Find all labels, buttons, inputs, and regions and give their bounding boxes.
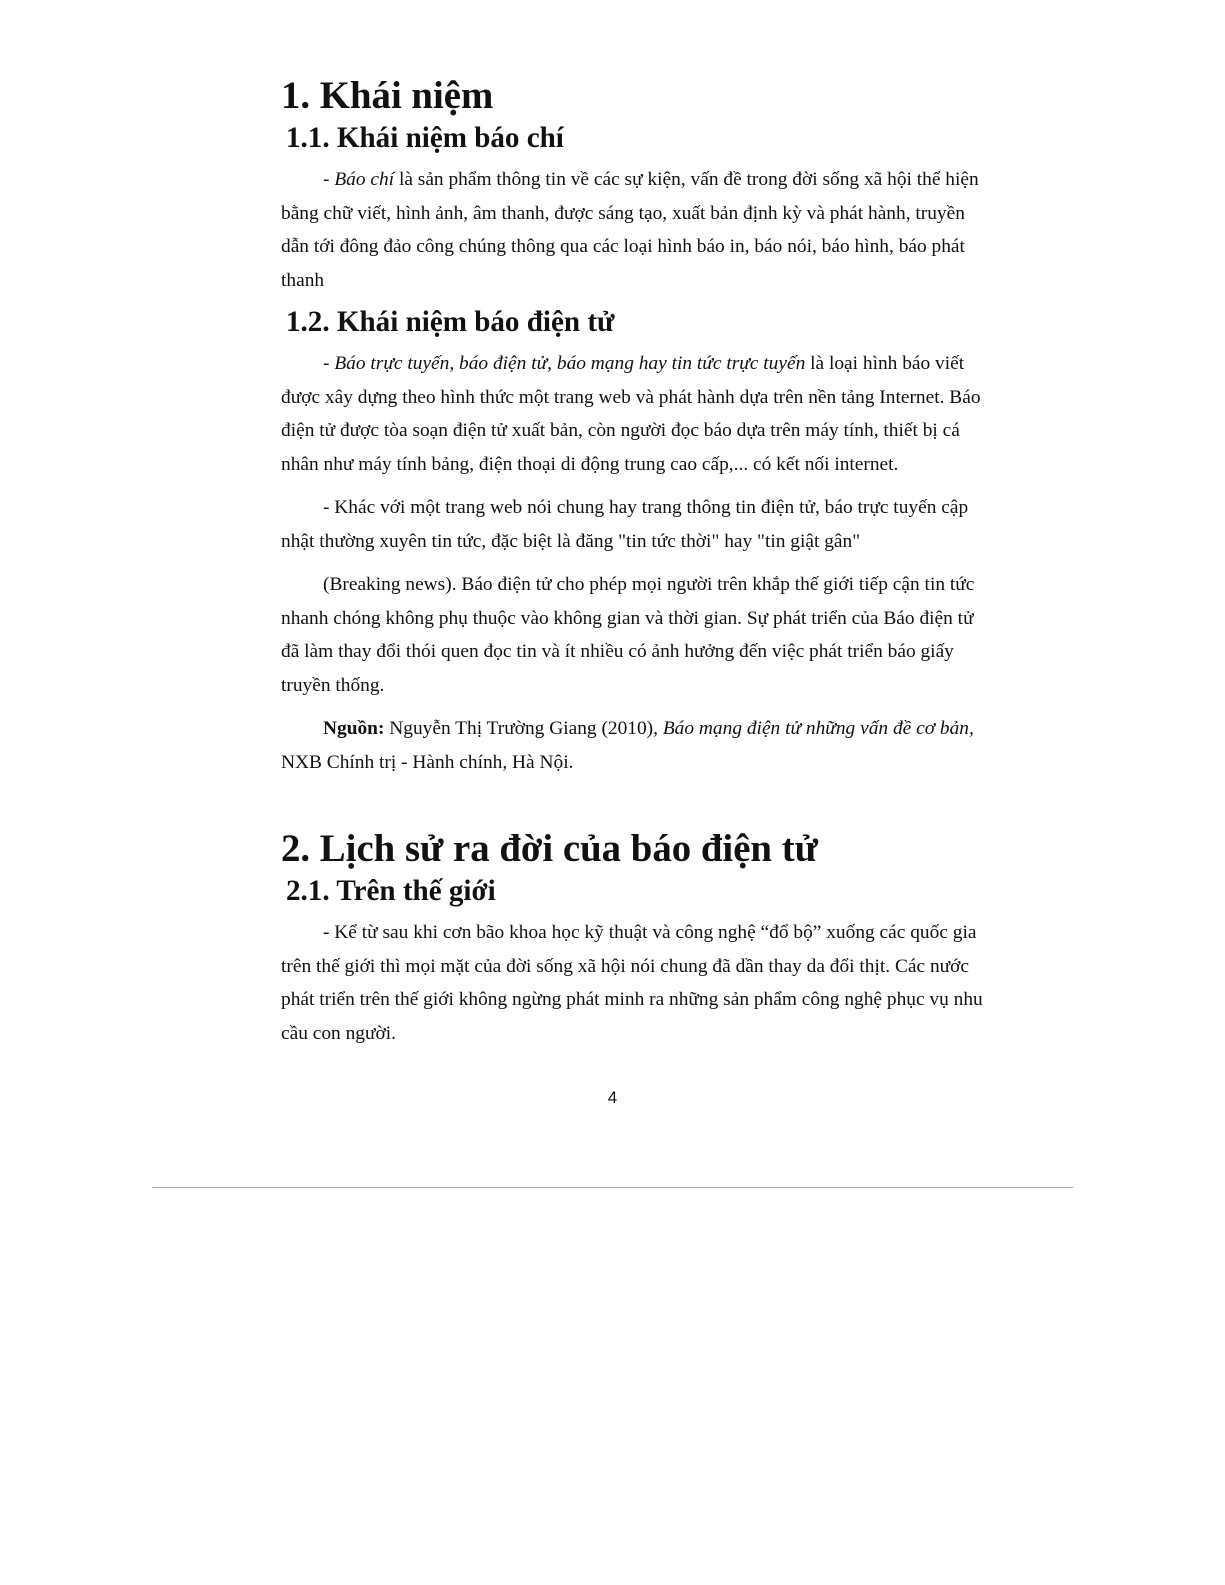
- paragraph-prefix: -: [323, 169, 335, 190]
- spacer: [281, 558, 987, 568]
- section-2-heading: 2. Lịch sử ra đời của báo điện tử: [281, 827, 818, 870]
- page-number: 4: [607, 1088, 618, 1107]
- term-bao-chi: Báo chí: [334, 169, 395, 190]
- document-page: [281, 74, 987, 1050]
- source-title: , Báo mạng điện tử những vấn đề cơ bản,: [653, 718, 974, 739]
- section-1-1-heading: 1.1. Khái niệm báo chí: [286, 122, 564, 154]
- paragraph-bao-chi-definition: [281, 163, 987, 297]
- paragraph-comparison: - Khác với một trang web nói chung hay trang thông tin điện tử, báo trực tuyến cập nhật thường xuyên tin tức, đặc biệt là đăng "tin tức thời" hay "tin giật gân": [281, 497, 969, 552]
- section-2-1-heading: 2.1. Trên thế giới: [286, 875, 496, 907]
- spacer: [281, 481, 987, 491]
- source-publisher: NXB Chính trị - Hành chính, Hà Nội.: [281, 751, 574, 773]
- spacer: [281, 906, 987, 916]
- section-1-2-heading: 1.2. Khái niệm báo điện tử: [286, 306, 615, 338]
- spacer: [281, 779, 987, 833]
- spacer: [281, 702, 987, 712]
- paragraph-text: là loại hình báo viết được xây dựng theo hình thức một trang web và phát hành dựa trên nền tảng Internet. Báo điện tử được tòa soạn điện tử xuất bản, còn người đọc báo dựa trên máy tính, thiết bị cá nhân như máy tính bảng, điện thoại di động trung cao cấp,... có kết nối internet.: [281, 353, 981, 475]
- paragraph-technology-storm: - Kể từ sau khi cơn bão khoa học kỹ thuật và công nghệ “đổ bộ” xuống các quốc gia trên thế giới thì mọi mặt của đời sống xã hội nói chung đã dần thay da đổi thịt. Các nước phát triển trên thế giới không ngừng phát minh ra những sản phẩm công nghệ phục vụ nhu cầu con người.: [281, 922, 983, 1044]
- paragraph-bao-dien-tu-definition: [281, 347, 987, 481]
- section-1-heading: 1. Khái niệm: [281, 74, 494, 117]
- spacer: [281, 337, 987, 347]
- paragraph-text: là sản phẩm thông tin về các sự kiện, vấn đề trong đời sống xã hội thể hiện bằng chữ viết, hình ảnh, âm thanh, được sáng tạo, xuất bản định kỳ và phát hành, truyền dẫn tới đông đảo công chúng thông qua các loại hình báo in, báo nói, báo hình, báo phát thanh: [281, 169, 979, 291]
- term-bao-truc-tuyen: Báo trực tuyến, báo điện tử, báo mạng hay tin tức trực tuyến: [334, 353, 806, 374]
- page-divider: [152, 1187, 1073, 1188]
- source-citation: [281, 712, 987, 779]
- source-author: Nguyễn Thị Trường Giang (2010): [384, 718, 654, 739]
- paragraph-breaking-news: (Breaking news). Báo điện tử cho phép mọi người trên khắp thế giới tiếp cận tin tức nhanh chóng không phụ thuộc vào không gian và thời gian. Sự phát triển của Báo điện tử đã làm thay đổi thói quen đọc tin và ít nhiều có ảnh hưởng đến việc phát triển báo giấy truyền thống.: [281, 574, 975, 696]
- source-label: Nguồn:: [323, 718, 385, 739]
- paragraph-prefix: -: [323, 353, 335, 374]
- spacer: [281, 153, 987, 163]
